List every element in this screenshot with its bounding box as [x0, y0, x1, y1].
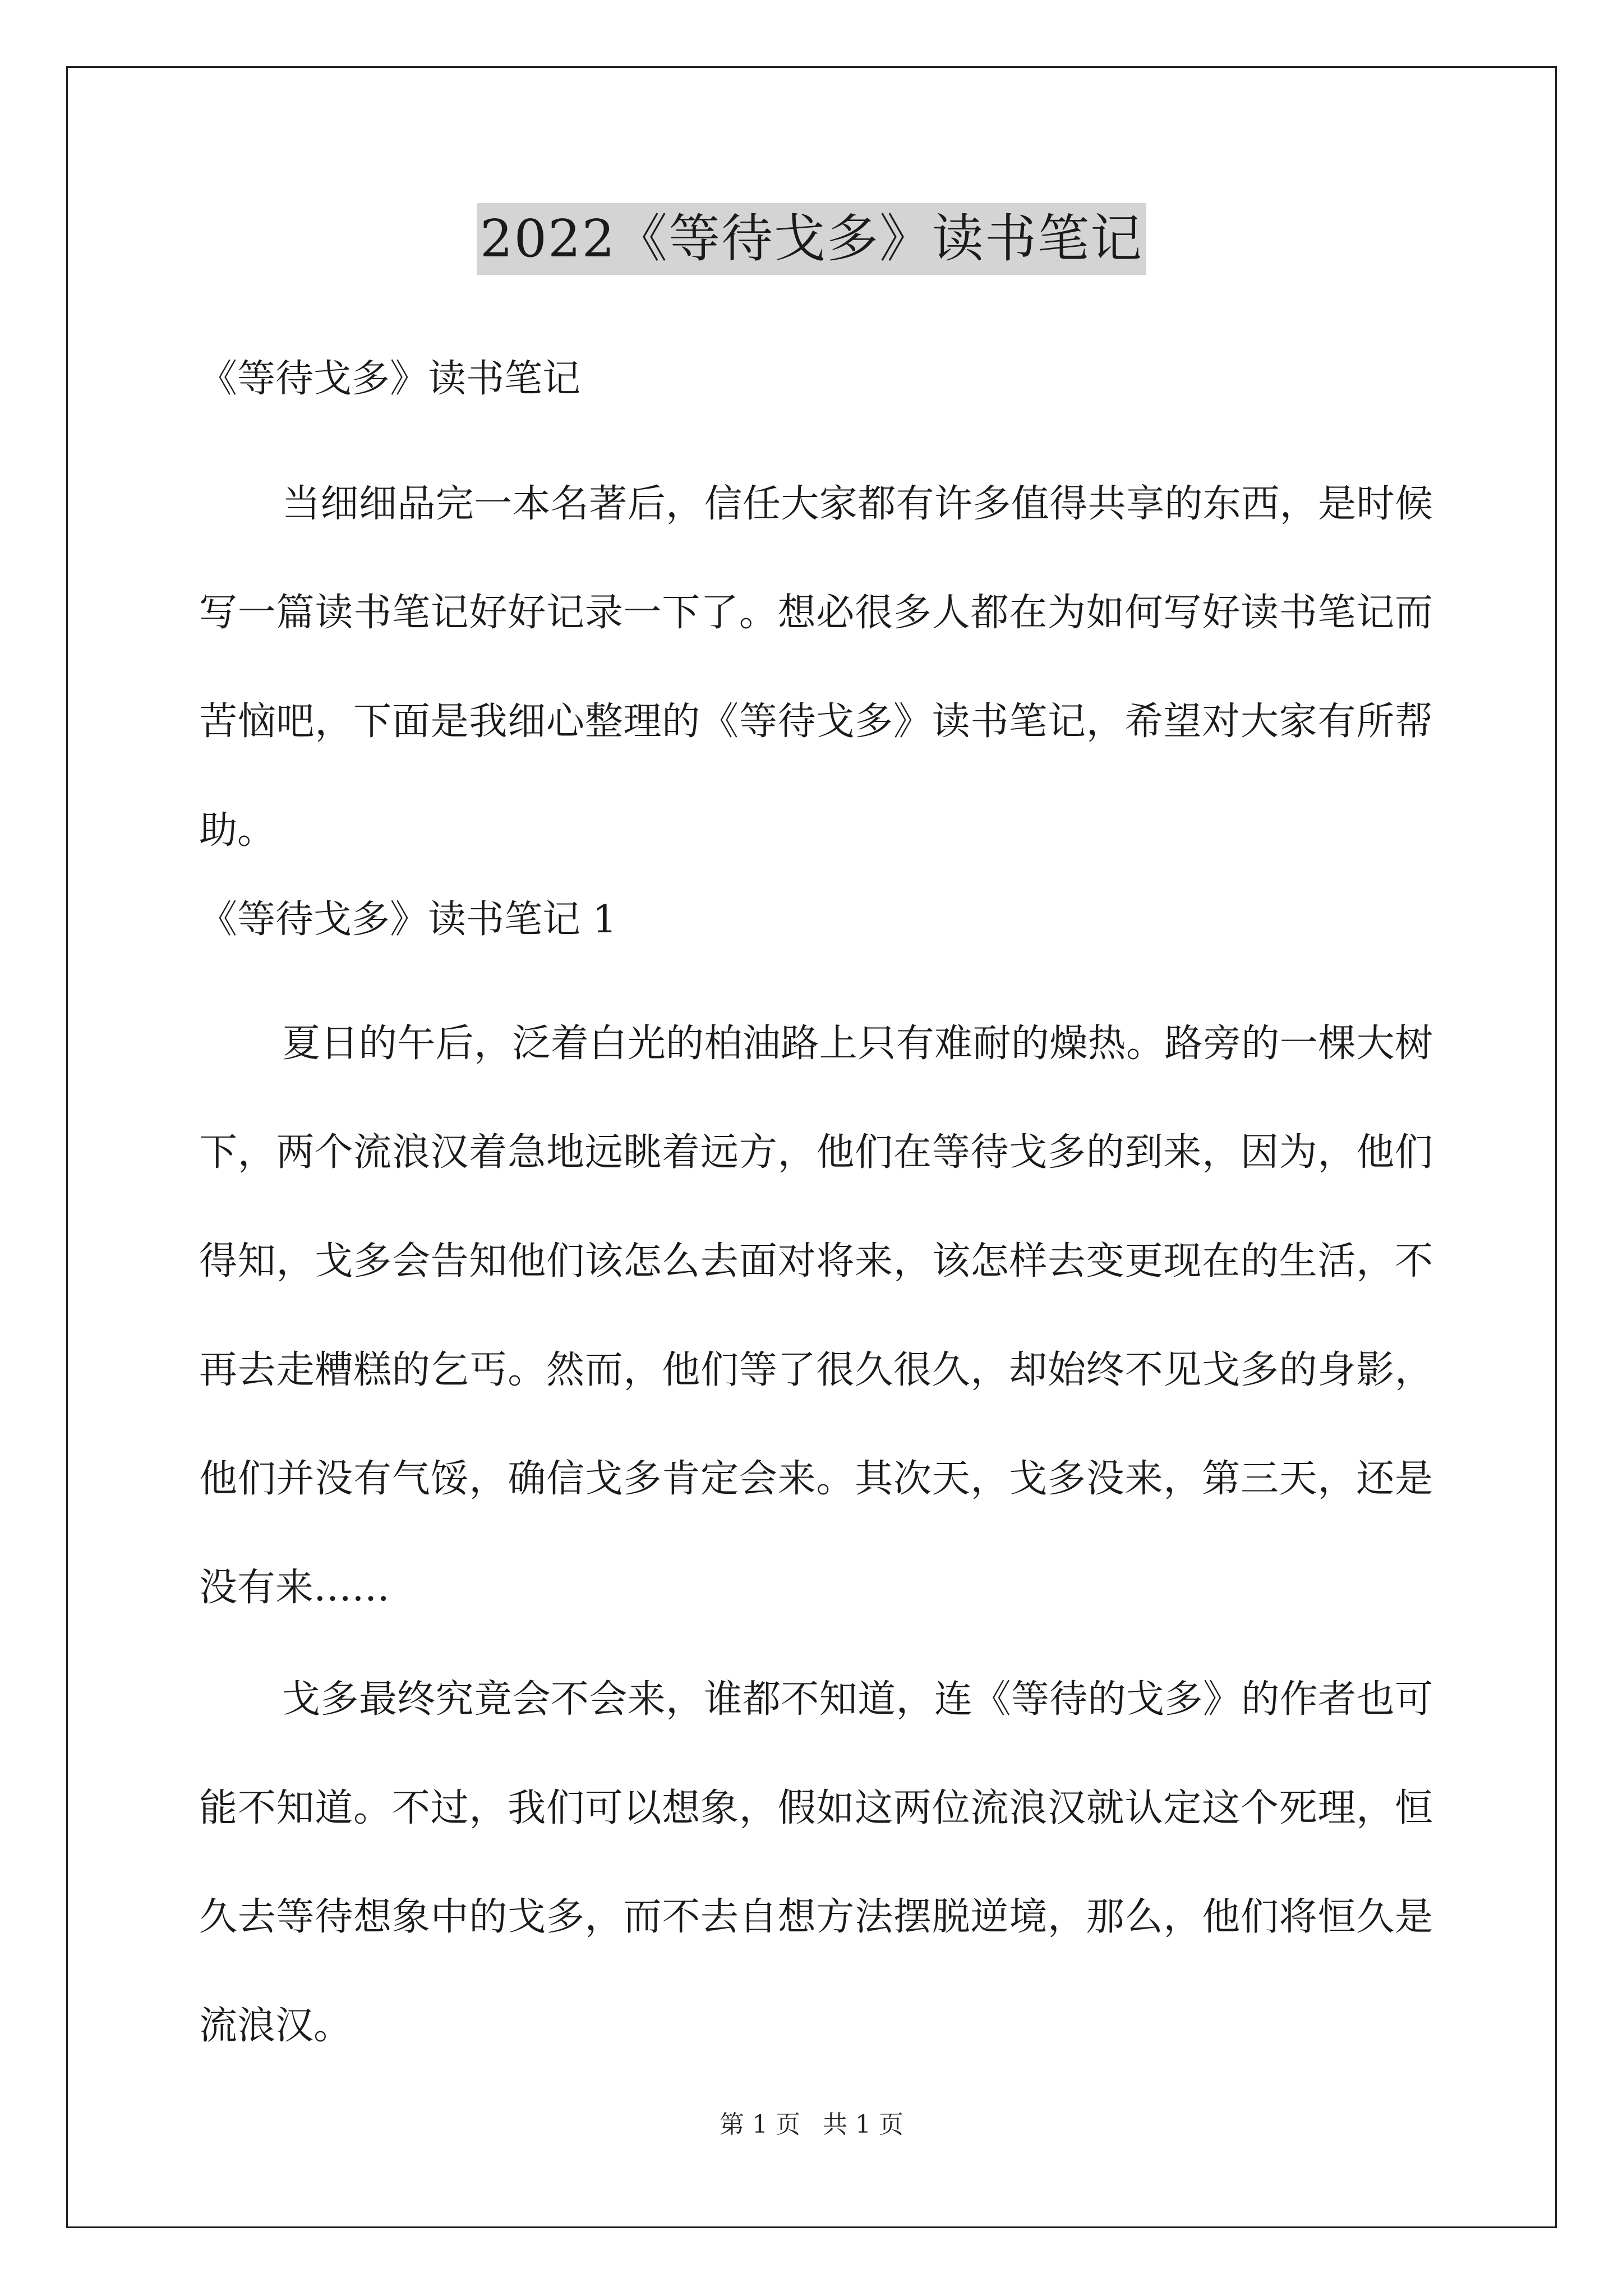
- page-number-current: 第 1 页: [720, 2110, 800, 2139]
- paragraph: 当细细品完一本名著后，信任大家都有许多值得共享的东西，是时候写一篇读书笔记好好记录一下了。想必很多人都在为如何写好读书笔记而苦恼吧，下面是我细心整理的《等待戈多》读书笔记，希望对大家有所帮助。: [199, 482, 1433, 853]
- paragraph: 戈多最终究竟会不会来，谁都不知道，连《等待的戈多》的作者也可能不知道。不过，我们可以想象，假如这两位流浪汉就认定这个死理，恒久去等待想象中的戈多，而不去自想方法摆脱逆境，那么，他们将恒久是流浪汉。: [199, 1677, 1433, 2048]
- section-heading: 《等待戈多》读书笔记 1: [199, 898, 617, 942]
- section-heading: 《等待戈多》读书笔记: [199, 357, 581, 401]
- title-container: [0, 203, 1623, 275]
- page-footer: [0, 2108, 1623, 2142]
- document-title: 2022《等待戈多》读书笔记: [477, 203, 1146, 275]
- page-number-total: 共 1 页: [823, 2110, 903, 2139]
- paragraph: 夏日的午后，泛着白光的柏油路上只有难耐的燥热。路旁的一棵大树下，两个流浪汉着急地远眺着远方，他们在等待戈多的到来，因为，他们得知，戈多会告知他们该怎么去面对将来，该怎样去变更现在的生活，不再去走糟糕的乞丐。然而，他们等了很久很久，却始终不见戈多的身影，他们并没有气馁，确信戈多肯定会来。其次天，戈多没来，第三天，还是没有来……: [199, 1022, 1433, 1610]
- document-body: [199, 348, 1433, 2083]
